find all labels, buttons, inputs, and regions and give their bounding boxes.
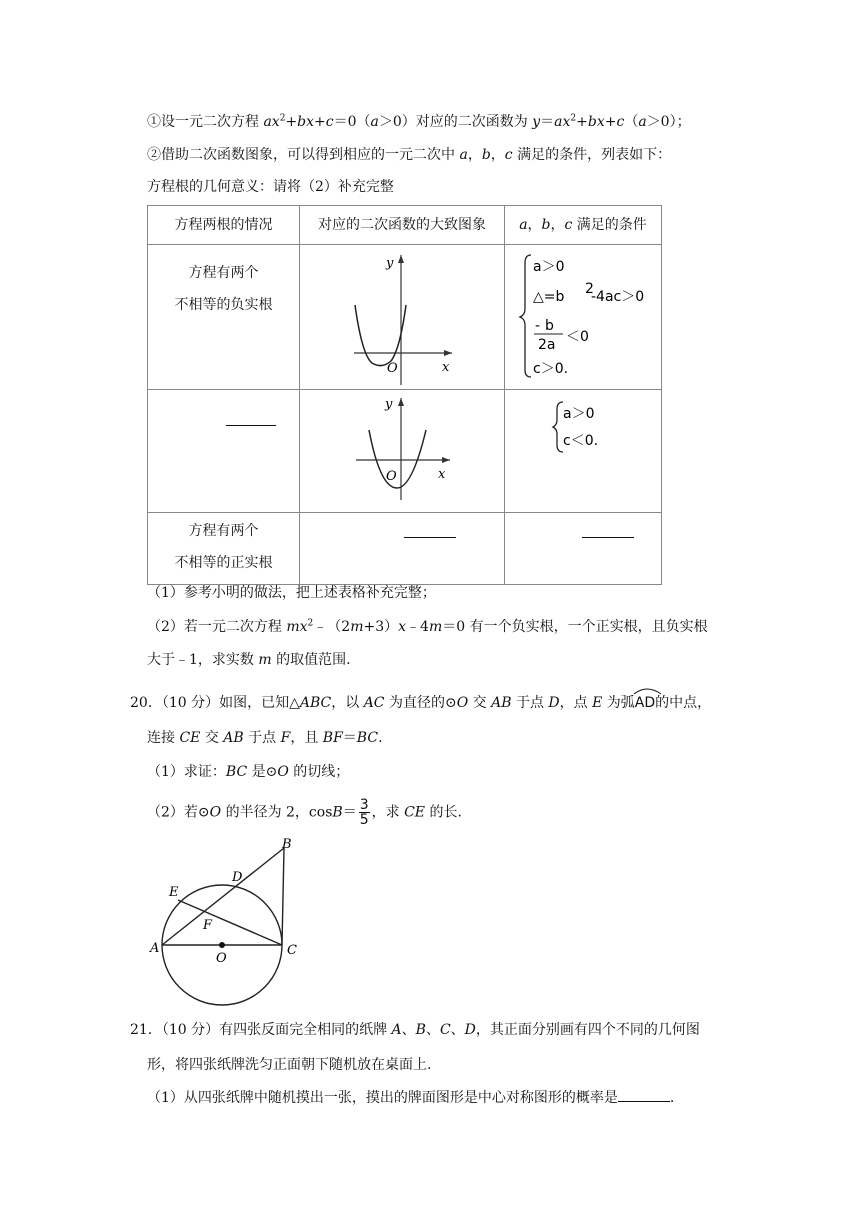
svg-text:O: O [387, 361, 398, 376]
svg-text:y: y [385, 397, 393, 412]
answer-blank [226, 413, 276, 426]
svg-text:a＞0: a＞0 [563, 406, 595, 422]
svg-text:x: x [442, 360, 450, 375]
table-header-conditions: a，b，c 满足的条件 [505, 206, 662, 245]
row2-graph [300, 390, 505, 513]
intro-line-1: ①设一元二次方程 $ax^2+bx+c=0(a>0)$对应的二次函数为 $y=ax^2+bx+c(a>0)$； [147, 113, 691, 130]
row1-conditions [505, 245, 662, 390]
svg-text:b: b [545, 318, 554, 334]
row3-conditions [505, 513, 662, 585]
row3-case: 方程有两个 不相等的正实根 [148, 513, 300, 585]
row2-conditions [505, 390, 662, 513]
row3-graph [300, 513, 505, 585]
circle-triangle-figure [140, 830, 310, 1010]
arc-notation: AD [635, 693, 655, 713]
svg-text:O: O [386, 469, 397, 484]
answer-blank [582, 525, 634, 538]
svg-text:F: F [203, 918, 213, 933]
svg-text:2: 2 [585, 281, 594, 297]
svg-text:a＞0: a＞0 [533, 259, 565, 275]
svg-text:c＞0.: c＞0. [533, 361, 569, 377]
svg-text:O: O [216, 951, 227, 966]
p20-line-2: 连接 CE 交 AB 于点 F，且 BF＝BC. [147, 730, 383, 746]
p21-line-3: （1）从四张纸牌中随机摸出一张，摸出的牌面图形是中心对称图形的概率是 . [147, 1090, 675, 1106]
p21-line-2: 形，将四张纸牌洗匀正面朝下随机放在桌面上. [147, 1057, 432, 1073]
svg-text:-: - [535, 318, 541, 334]
q2-text-cont: 大于﹣1，求实数 m 的取值范围. [147, 652, 351, 668]
row2-condition-system [505, 390, 661, 508]
fraction: $\frac{3}{5}$ [359, 797, 369, 828]
svg-text:＜0: ＜0 [566, 329, 589, 345]
roots-condition-table [147, 205, 662, 585]
svg-text:B: B [282, 837, 292, 852]
p20-line-1: 20．（10 分）如图，已知△ABC，以 AC 为直径的⊙O 交 AB 于点 D，点 E 为弧 AD的中点， [130, 693, 711, 713]
answer-blank [618, 1089, 670, 1102]
q2-text: （2）若一元二次方程 $mx^2﹣(2m+3)x﹣4m=0$ 有一个负实根，一个正实根，且负实根 [147, 618, 708, 635]
table-header-graph: 对应的二次函数的大致图象 [300, 206, 505, 245]
intro-line-2: ②借助二次函数图象，可以得到相应的一元二次中 a，b，c 满足的条件，列表如下： [147, 147, 672, 163]
intro-line-3: 方程根的几何意义：请将（2）补充完整 [147, 179, 394, 195]
svg-text:y: y [386, 256, 394, 271]
svg-text:-4ac＞0: -4ac＞0 [591, 289, 645, 305]
q1-text: （1）参考小明的做法，把上述表格补充完整； [147, 585, 436, 601]
row1-graph [300, 245, 505, 390]
svg-text:E: E [169, 885, 179, 900]
svg-text:△=b: △=b [533, 289, 565, 305]
row2-case [148, 390, 300, 513]
arc-symbol [633, 687, 663, 695]
parabola-two-negative-roots [300, 245, 504, 385]
p20-line-3: （1）求证：BC 是⊙O 的切线； [147, 764, 350, 780]
parabola-roots-opposite-signs [300, 390, 504, 508]
svg-text:C: C [287, 943, 297, 958]
svg-text:x: x [438, 467, 446, 482]
p20-line-4: （2）若⊙O 的半径为 2，cosB＝ $\frac{3}{5}$ ，求 CE 的长. [147, 797, 462, 828]
svg-text:D: D [232, 870, 243, 885]
answer-blank [404, 525, 456, 538]
svg-text:2a: 2a [538, 337, 556, 353]
row1-case: 方程有两个 不相等的负实根 [148, 245, 300, 390]
svg-text:c＜0.: c＜0. [563, 433, 599, 449]
svg-text:A: A [150, 941, 160, 956]
table-header-cases: 方程两根的情况 [148, 206, 300, 245]
row1-condition-system [505, 245, 661, 385]
p21-line-1: 21．（10 分）有四张反面完全相同的纸牌 A、B、C、D，其正面分别画有四个不同的几何图 [130, 1022, 700, 1038]
